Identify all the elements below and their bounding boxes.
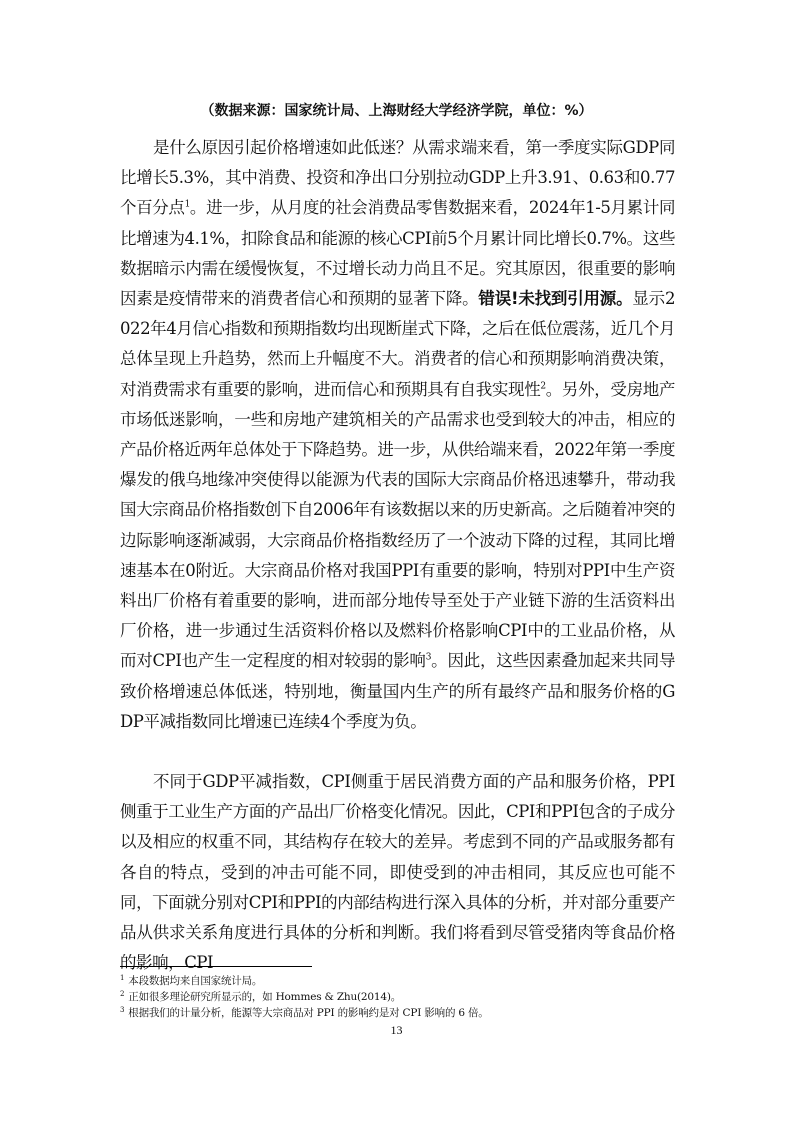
footnotes — [120, 973, 675, 1021]
paragraph-1-text-c: 显示2022年4月信心指数和预期指数均出现断崖式下降，之后在低位震荡，近几个月总体呈现上升趋势，然而上升幅度不大。消费者的信心和预期影响消费决策，对消费需求有重要的影响，进而信心和预期具有自我实现性 — [120, 289, 675, 399]
footnote-2-text: 正如很多理论研究所显示的，如 Hommes & Zhu(2014)。 — [128, 991, 402, 1003]
body-paragraph-1 — [120, 133, 675, 737]
paragraph-1-text-d: 。另外，受房地产市场低迷影响，一些和房地产建筑相关的产品需求也受到较大的冲击，相应的产品价格近两年总体处于下降趋势。进一步，从供给端来看，2022年第一季度爆发的俄乌地缘冲突使得以能源为代表的国际大宗商品价格迅速攀升，带动我国大宗商品价格指数创下自2006年有该数据以来的历史新高。之后随着冲突的边际影响逐渐减弱，大宗商品价格指数经历了一个波动下降的过程，其同比增速基本在0附近。大宗商品价格对我国PPI有重要的影响，特别对PPI中生产资料出厂价格有着重要的影响，进而部分地传导至处于产业链下游的生活资料出厂价格，进一步通过生活资料价格以及燃料价格影响CPI中的工业品价格，从而对CPI也产生一定程度的相对较弱的影响 — [120, 379, 675, 671]
footnote-ref-1[interactable]: 1 — [184, 199, 190, 210]
footnote-3-text: 根据我们的计量分析，能源等大宗商品对 PPI 的影响约是对 CPI 影响的 6 倍。 — [128, 1007, 489, 1019]
footnote-divider — [120, 966, 312, 967]
data-source-caption: （数据来源：国家统计局、上海财经大学经济学院，单位：%） — [200, 103, 593, 119]
footnote-3 — [120, 1005, 675, 1021]
footnote-mark-3: 3 — [120, 1005, 125, 1014]
paragraph-1-text-b: 。进一步，从月度的社会消费品零售数据来看，2024年1-5月累计同比增速为4.1%，扣除食品和能源的核心CPI前5个月累计同比增长0.7%。这些数据暗示内需在缓慢恢复，不过增长动力尚且不足。究其原因，很重要的影响因素是疫情带来的消费者信心和预期的显著下降。 — [120, 198, 676, 309]
footnote-mark-2: 2 — [120, 989, 125, 998]
footnote-2 — [120, 989, 675, 1005]
footnote-mark-1: 1 — [120, 973, 125, 982]
paragraph-1-text-e: 。因此，这些因素叠加起来共同导致价格增速总体低迷，特别地，衡量国内生产的所有最终产品和服务价格的GDP平减指数同比增速已连续4个季度为负。 — [120, 651, 675, 731]
body-paragraph-2: 不同于GDP平减指数，CPI侧重于居民消费方面的产品和服务价格，PPI侧重于工业生产方面的产品出厂价格变化情况。因此，CPI和PPI包含的子成分以及相应的权重不同，其结构存在较大的差异。考虑到不同的产品或服务都有各自的特点，受到的冲击可能不同，即使受到的冲击相同，其反应也可能不同，下面就分别对CPI和PPI的内部结构进行深入具体的分析，并对部分重要产品从供求关系角度进行具体的分析和判断。我们将看到尽管受猪肉等食品价格的影响，CPI — [120, 772, 675, 973]
paragraph-1-text-a: 是什么原因引起价格增速如此低迷？从需求端来看，第一季度实际GDP同比增长5.3%，其中消费、投资和净出口分别拉动GDP上升3.91、0.63和0.77个百分点 — [120, 138, 675, 218]
footnote-1 — [120, 973, 675, 989]
footnote-ref-3[interactable]: 3 — [425, 652, 431, 663]
reference-error-text: 错误!未找到引用源。 — [478, 289, 633, 309]
page-number: 13 — [390, 1023, 403, 1037]
footnote-1-text: 本段数据均来自国家统计局。 — [128, 975, 263, 987]
footnote-ref-2[interactable]: 2 — [540, 381, 546, 392]
